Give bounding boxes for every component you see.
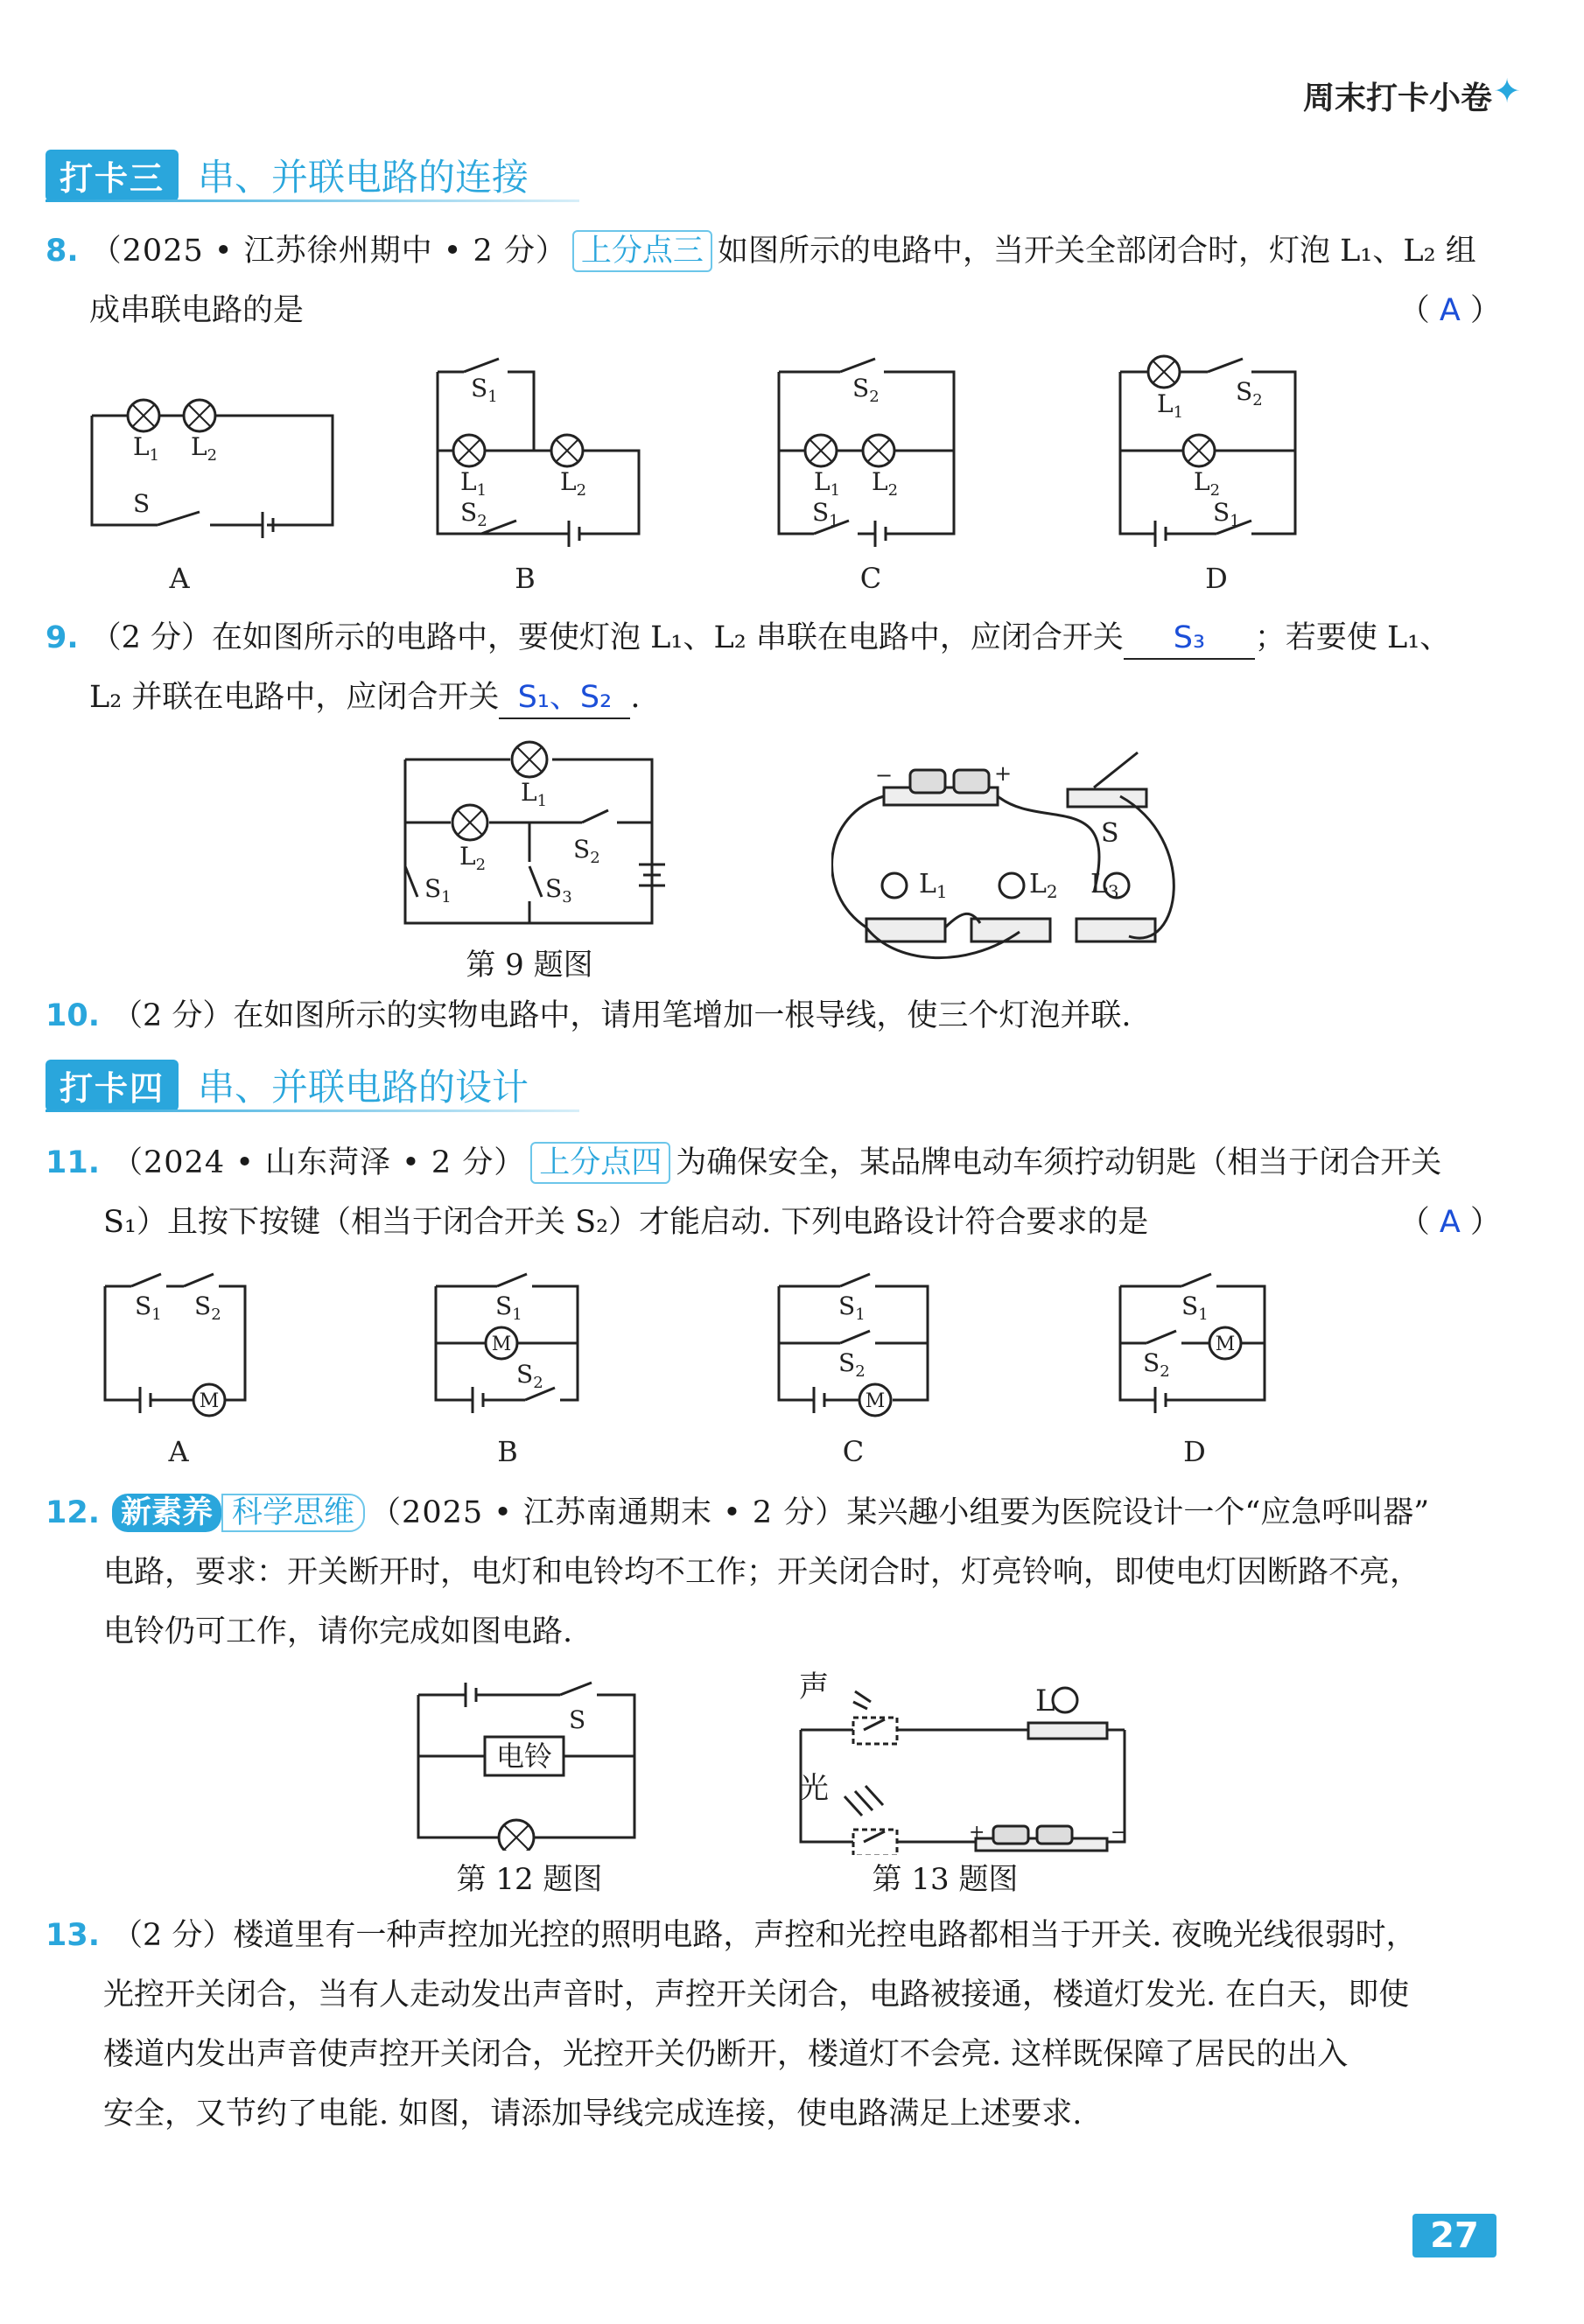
question-number: 8. [46, 234, 79, 269]
svg-text:S1: $S_1$ [838, 1292, 866, 1324]
question-text: . [630, 680, 641, 715]
svg-text:S1: $S_1$ [812, 498, 839, 530]
question-number: 12. [46, 1495, 101, 1530]
svg-text:S: S [569, 1705, 586, 1734]
svg-text:−: − [1111, 1822, 1127, 1844]
answer-paren: （ A ） [1398, 1205, 1501, 1240]
question-text: L₂ 并联在电路中，应闭合开关 [89, 680, 500, 715]
question-text: 成串联电路的是 [89, 293, 305, 328]
question-text: 安全，又节约了电能. 如图，请添加导线完成连接，使电路满足上述要求. [103, 2096, 1083, 2132]
svg-text:S1: $S_1$ [495, 1292, 522, 1324]
section-tag: 打卡四 [46, 1060, 179, 1111]
svg-text:S2: $S_2$ [194, 1292, 221, 1324]
section-header-3 [46, 149, 529, 201]
section-title: 串、并联电路的设计 [198, 1066, 529, 1109]
svg-text:L1: $L_1$ [814, 467, 841, 500]
bell-label: 电铃 [495, 1740, 553, 1773]
sparkle-icon: ✦ [1493, 72, 1521, 110]
answer: A [1439, 1205, 1461, 1240]
question-text: 电铃仍可工作，请你完成如图电路. [103, 1614, 573, 1649]
question-text: S₁）且按下按键（相当于闭合开关 S₂）才能启动. 下列电路设计符合要求的是 [103, 1205, 1149, 1240]
svg-text:S1: $S_1$ [424, 874, 452, 906]
svg-text:S: S [1101, 818, 1119, 849]
svg-text:L2: $L_2$ [191, 432, 218, 465]
question-text: 楼道内发出声音使声控开关闭合，光控开关仍断开，楼道灯不会亮. 这样既保障了居民的出入 [103, 2037, 1349, 2072]
svg-text:L1: $L_1$ [919, 869, 948, 902]
question-text: （2 分）楼道里有一种声控加光控的照明电路，声控和光控电路都相当于开关. 夜晚光线很弱时， [112, 1918, 1417, 1953]
question-source: （2025 • 江苏南通期末 • 2 分） [370, 1495, 847, 1530]
figure-caption: 第 13 题图 [872, 1862, 1019, 1897]
badge-scientific-thinking: 科学思维 [221, 1494, 365, 1532]
svg-text:S1: $S_1$ [135, 1292, 162, 1324]
svg-text:L2: $L_2$ [872, 467, 899, 500]
svg-text:S1: $S_1$ [1213, 498, 1240, 530]
question-12 [46, 1483, 1501, 1662]
figure-caption: 第 9 题图 [466, 948, 593, 983]
svg-text:S: S [133, 489, 151, 518]
question-source: （2024 • 山东菏泽 • 2 分） [112, 1145, 526, 1180]
section-divider [46, 1110, 579, 1112]
badge-new-literacy: 新素养 [112, 1494, 221, 1532]
question-tag: 上分点三 [572, 230, 712, 272]
svg-text:+: + [969, 1822, 985, 1844]
answer-blank: S₃ [1124, 618, 1255, 660]
question-source: （2025 • 江苏徐州期中 • 2 分） [90, 234, 567, 269]
option-label: A [168, 1435, 189, 1468]
svg-text:M: M [491, 1334, 512, 1355]
svg-text:S2: $S_2$ [573, 835, 600, 867]
svg-text:L2: $L_2$ [1194, 467, 1221, 500]
question-11 [46, 1133, 1501, 1252]
question-8 [46, 221, 1501, 340]
svg-text:S2: $S_2$ [838, 1348, 866, 1381]
option-label: B [515, 562, 536, 595]
question-number: 11. [46, 1145, 101, 1180]
question-text: （2 分）在如图所示的实物电路中，请用笔增加一根导线，使三个灯泡并联. [112, 998, 1132, 1033]
sound-label: 声 [799, 1670, 829, 1704]
svg-text:+: + [994, 761, 1013, 786]
svg-text:S2: $S_2$ [1236, 377, 1263, 410]
answer-blank: S₁、S₂ [499, 677, 630, 719]
option-label: C [859, 562, 882, 595]
q13-physical-circuit [792, 1667, 1142, 1855]
page-header-title: 周末打卡小卷 [1302, 80, 1492, 116]
svg-text:M: M [865, 1390, 886, 1412]
svg-text:L: L [1035, 1684, 1055, 1718]
svg-text:S2: $S_2$ [516, 1360, 543, 1392]
question-9 [46, 608, 1501, 727]
svg-text:L1: $L_1$ [1157, 389, 1184, 422]
svg-text:−: − [875, 763, 894, 788]
question-text: 某兴趣小组要为医院设计一个“应急呼叫器” [846, 1495, 1430, 1530]
q12-circuit-diagram [411, 1676, 648, 1851]
svg-text:S2: $S_2$ [852, 374, 880, 406]
section-title: 串、并联电路的连接 [198, 156, 529, 199]
svg-text:L2: $L_2$ [560, 467, 587, 500]
svg-text:S1: $S_1$ [471, 374, 498, 406]
circuit-d [1120, 356, 1295, 547]
svg-text:L3: $L_3$ [1090, 869, 1119, 902]
svg-text:S2: $S_2$ [460, 498, 487, 530]
option-label: D [1183, 1435, 1206, 1468]
question-text: 光控开关闭合，当有人走动发出声音时，声控开关闭合，电路被接通，楼道灯发光. 在白天，即使 [103, 1978, 1410, 2012]
q8-circuit-diagrams [79, 346, 1348, 599]
question-text: 电路，要求：开关断开时，电灯和电铃均不工作；开关闭合时，灯亮铃响，即使电灯因断路不亮， [103, 1555, 1421, 1590]
question-number: 9. [46, 620, 79, 655]
option-label: C [842, 1435, 865, 1468]
section-divider [46, 200, 579, 202]
answer: A [1439, 293, 1461, 328]
question-13 [46, 1906, 1501, 2144]
question-text: （2 分）在如图所示的电路中，要使灯泡 L₁、L₂ 串联在电路中，应闭合开关 [90, 620, 1124, 655]
svg-text:M: M [199, 1390, 220, 1412]
question-text: 为确保安全，某品牌电动车须拧动钥匙（相当于闭合开关 [676, 1145, 1442, 1180]
question-number: 13. [46, 1918, 101, 1953]
svg-text:L1: $L_1$ [460, 467, 487, 500]
q10-physical-circuit [831, 735, 1181, 971]
page-number: 27 [1412, 2214, 1496, 2258]
option-label: B [497, 1435, 518, 1468]
question-text: 如图所示的电路中，当开关全部闭合时，灯泡 L₁、L₂ 组 [717, 234, 1476, 269]
light-label: 光 [799, 1771, 829, 1806]
svg-text:L2: $L_2$ [459, 842, 487, 874]
svg-text:M: M [1215, 1334, 1236, 1355]
question-text: ；若要使 L₁、 [1254, 620, 1451, 655]
svg-text:L1: $L_1$ [521, 778, 548, 810]
svg-text:L1: $L_1$ [133, 432, 160, 465]
svg-text:S2: $S_2$ [1143, 1348, 1170, 1381]
svg-text:S1: $S_1$ [1181, 1292, 1209, 1324]
svg-text:L2: $L_2$ [1029, 869, 1058, 902]
question-tag: 上分点四 [530, 1142, 670, 1184]
svg-text:S3: $S_3$ [545, 874, 572, 906]
q9-circuit-diagram [398, 735, 678, 936]
question-10 [46, 986, 1501, 1046]
section-tag: 打卡三 [46, 150, 179, 201]
circuit-a [92, 400, 333, 538]
figure-caption: 第 12 题图 [456, 1862, 603, 1897]
q11-circuit-diagrams [88, 1260, 1313, 1479]
answer-paren: （ A ） [1398, 293, 1501, 328]
option-label: D [1205, 562, 1228, 595]
option-label: A [169, 562, 190, 595]
section-header-4 [46, 1059, 529, 1111]
question-number: 10. [46, 998, 101, 1033]
